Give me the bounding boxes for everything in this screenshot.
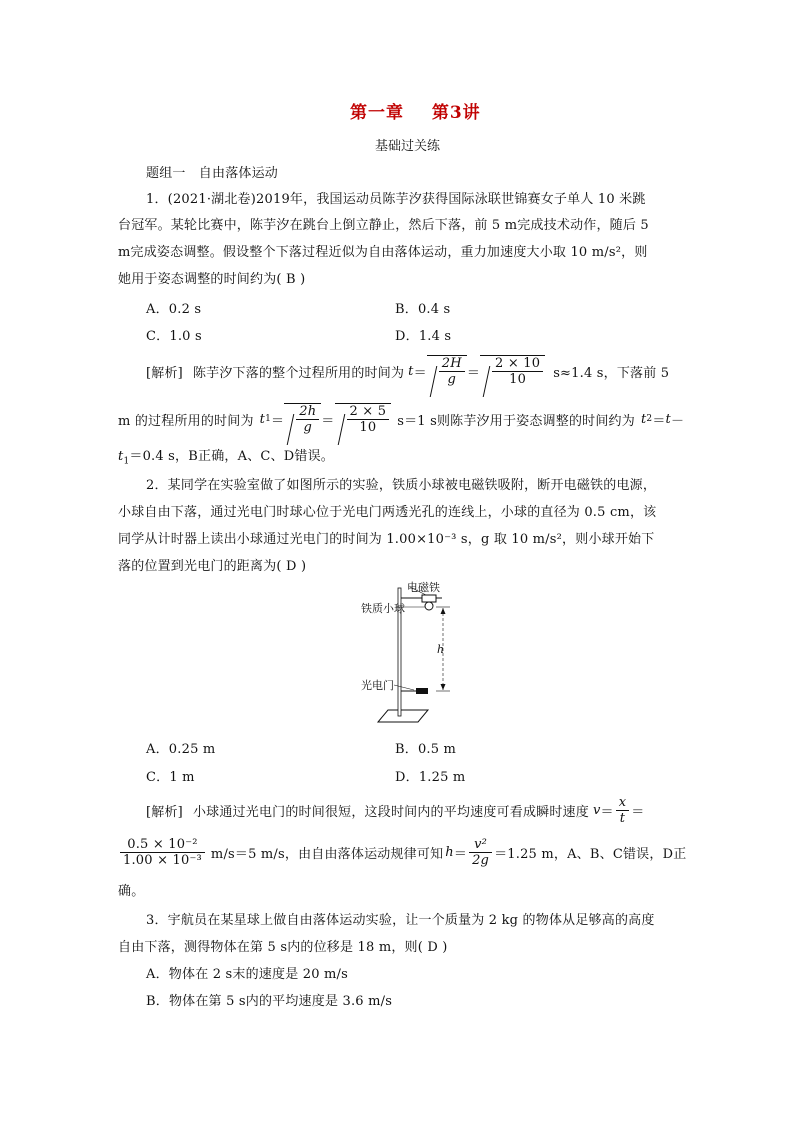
q1-solution-text1: 陈芋汐下落的整个过程所用的时间为 [192, 365, 405, 381]
q2-solution-text2b: ＝1.25 m，A、B、C错误，D正 [494, 846, 687, 862]
frac-x-over-t: $\frac{x}{t}$ [616, 795, 630, 826]
sqrt-2x10-over-10 [480, 355, 545, 387]
q2-solution-text1: 小球通过光电门的时间很短，这段时间内的平均速度可看成瞬时速度 [192, 804, 589, 820]
label-iron-ball: 铁质小球 [361, 602, 405, 615]
q2-line1: 2．某同学在实验室做了如图所示的实验，铁质小球被电磁铁吸附，断开电磁铁的电源， [146, 478, 657, 493]
frac-num-2x10: 2 × 10 [492, 356, 543, 372]
frac-den-10: 10 [509, 372, 527, 387]
q2-solution-line2: $\frac{\text{0.5 × 10⁻²}}{\text{1.00 × 10⁻³}}$ m/s＝5 m/s，由自由落体运动规律可知 h ＝ $\frac{\text{v²}}{2g}$ ＝1.25 m，A、B、C错误，D正 [118, 832, 686, 872]
q2-solution-text2: m/s＝5 m/s，由自由落体运动规律可知 [210, 846, 444, 862]
q1-option-b: B．0.4 s [395, 302, 451, 317]
frac-den-10b: 10 [359, 420, 377, 435]
label-h: h [437, 643, 445, 656]
iron-ball [425, 602, 433, 610]
section-subtitle: 基础过关练 [375, 139, 441, 154]
q1-solution-text2b: s＝1 s则陈芋汐用于姿态调整的时间约为 [397, 413, 635, 429]
q1-line1: 1．(2021·湖北卷)2019年，我国运动员陈芋汐获得国际泳联世锦赛女子单人 10 米跳 [146, 192, 646, 207]
frac-v2-over-2g: $\frac{\text{v²}}{2g}$ [469, 837, 492, 868]
q2-option-d: D．1.25 m [395, 770, 466, 785]
frac-num-2H: 2H [439, 356, 465, 372]
frac-distance-over-time [120, 837, 205, 868]
sqrt-2x5-over-10 [335, 403, 392, 435]
light-gate [416, 688, 428, 694]
q1-solution-text2: m 的过程所用的时间为 [118, 413, 254, 429]
q1-line2: 台冠军。某轮比赛中，陈芋汐在跳台上倒立静止，然后下落，前 5 m完成技术动作，随后 5 [118, 218, 649, 233]
q2-option-b: B．0.5 m [395, 742, 457, 757]
q3-line1: 3．宇航员在某星球上做自由落体运动实验，让一个质量为 2 kg 的物体从足够高的高度 [146, 913, 655, 928]
frac-den-g: g [447, 372, 457, 387]
q3-line2: 自由下落，测得物体在第 5 s内的位移是 18 m，则( D ) [118, 940, 448, 955]
q1-solution-line3: $t_1=0.4$ s，B正确，A、C、D错误。 [118, 449, 334, 467]
q1-solution-label: [解析] [146, 365, 183, 381]
frac-num-2x5: 2 × 5 [347, 404, 390, 420]
group-title: 题组一 自由落体运动 [146, 166, 279, 181]
sqrt-2H-over-g [427, 355, 467, 387]
frac-den-time: 1.00 × 10⁻³ [123, 852, 202, 868]
q2-solution-line3: 确。 [118, 884, 145, 899]
label-light-gate: 光电门 [361, 679, 394, 692]
q3-option-a: A．物体在 2 s末的速度是 20 m/s [146, 967, 348, 982]
stand-base [378, 710, 428, 722]
q1-option-d: D．1.4 s [395, 329, 452, 344]
lecture-label: 第3讲 [431, 103, 481, 123]
frac-num-2h: 2h [296, 404, 319, 420]
sqrt-2h-over-g [284, 403, 321, 435]
q2-solution-label: [解析] [146, 804, 183, 820]
q2-option-c: C．1 m [146, 770, 195, 785]
chapter-label: 第一章 [350, 103, 404, 123]
q2-line4: 落的位置到光电门的距离为( D ) [118, 559, 307, 574]
q1-line3: m完成姿态调整。假设整个下落过程近似为自由落体运动，重力加速度大小取 10 m/s²，则 [118, 245, 648, 260]
q1-option-a: A．0.2 s [146, 302, 202, 317]
q1-solution-text1b: s≈1.4 s，下落前 5 [553, 365, 670, 381]
chapter-title [350, 98, 481, 123]
q1-line4: 她用于姿态调整的时间约为( B ) [118, 272, 306, 287]
frac-den-g2: g [303, 420, 313, 435]
q1-solution-text3: ＝0.4 s，B正确，A、C、D错误。 [129, 449, 334, 464]
frac-num-distance: 0.5 × 10⁻² [120, 837, 205, 853]
q2-solution-line1: [解析] 小球通过光电门的时间很短，这段时间内的平均速度可看成瞬时速度 v ＝ $\frac{x}{t}$ ＝ [146, 794, 645, 826]
label-electromagnet: 电磁铁 [407, 581, 440, 594]
q1-solution-line1: [解析] 陈芋汐下落的整个过程所用的时间为 t ＝ $\frac{2H}{g}$ ＝ $\frac{2 \times 10}{10}$ s≈1.4 s，下落前 5 [146, 356, 670, 387]
q2-line3: 同学从计时器上读出小球通过光电门的时间为 1.00×10⁻³ s，g 取 10 m/s²，则小球开始下 [118, 532, 655, 547]
q2-option-a: A．0.25 m [146, 742, 216, 757]
electromagnet [422, 595, 436, 602]
q2-line2: 小球自由下落，通过光电门时球心位于光电门两透光孔的连线上，小球的直径为 0.5 cm，该 [118, 505, 657, 520]
q1-option-c: C．1.0 s [146, 329, 202, 344]
q1-solution-line2: m 的过程所用的时间为 t 1 ＝ $\frac{2h}{g}$ ＝ $\frac{2 \times 5}{10}$ s＝1 s则陈芋汐用于姿态调整的时间约为 t 2 ＝ t － [118, 404, 685, 435]
q3-option-b: B．物体在第 5 s内的平均速度是 3.6 m/s [146, 994, 393, 1009]
